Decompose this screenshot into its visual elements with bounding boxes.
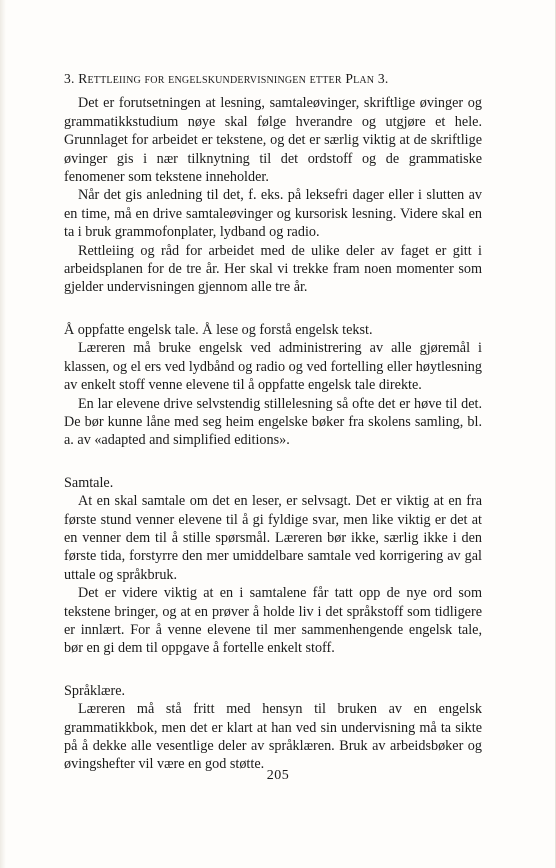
intro-paragraph: Rettleiing og råd for arbeidet med de ulike deler av faget er gitt i arbeidsplanen for de tre år. Her skal vi trekke fram noen momenter som gjelder undervisningen gjennom alle tre år.: [64, 242, 482, 296]
section-title-grammar: Språklære.: [64, 682, 126, 699]
section-title-conversation: Samtale.: [64, 474, 114, 491]
section-paragraph: En lar elevene drive selvstendig stillelesning så ofte det er høve til det. De bør kunne låne med seg heim engelske bøker fra skolens samling, bl. a. av «adapted and simplified editions».: [64, 395, 482, 449]
page-body: [64, 70, 482, 774]
chapter-number: 3.: [64, 71, 75, 86]
section-title-listening-reading: Å oppfatte engelsk tale. Å lese og forstå engelsk tekst.: [64, 321, 373, 338]
intro-paragraph: Når det gis anledning til det, f. eks. på leksefri dager eller i slutten av en time, må en drive samtaleøvinger og kursorisk lesning. Videre skal en ta i bruk grammofonplater, lydband og radio.: [64, 187, 482, 241]
chapter-heading: [64, 70, 482, 88]
section-paragraph: Læreren må stå fritt med hensyn til bruken av en engelsk grammatikkbok, men det er klart at han ved sin undervisning må ta sikte på å dekke alle vesentlige deler av språklæren. Bruk av arbeidsbøker og øvingshefter vil være en god støtte.: [64, 701, 482, 773]
section-paragraph: At en skal samtale om det en leser, er selvsagt. Det er viktig at en fra første stund venner elevene til å gi fyldige svar, men like viktig er det at en venner dem til å stille spørsmål. Læreren bør ikke, særlig ikke i den første tida, forstyrre den mer umiddelbare samtale ved korrigering av gal uttale og språkbruk.: [64, 493, 482, 583]
page-number: 205: [266, 768, 290, 783]
section-paragraph: Det er videre viktig at en i samtalene får tatt opp de nye ord som tekstene bringer, og at en prøver å holde liv i det språkstoff som tidligere er innlært. For å venne elevene til mer sammenhengende engelsk tale, bør en gi dem til oppgave å fortelle enkelt stoff.: [64, 585, 482, 657]
intro-paragraph: Det er forutsetningen at lesning, samtaleøvinger, skriftlige øvinger og grammatikkstudium nøye skal følge hverandre og utgjøre et hele. Grunnlaget for arbeidet er tekstene, og det er særlig viktig at de skriftlige øvinger gis i nær tilknytning til det ordstoff og de grammatiske fenomener som tekstene inneholder.: [64, 95, 482, 186]
scan-shadow: [0, 0, 6, 868]
section-paragraph: Læreren må bruke engelsk ved administrering av alle gjøremål i klassen, og el ers ved lydbånd og radio og ved fortelling eller høytlesning av enkelt stoff venne elevene til å oppfatte engelsk tale direkte.: [64, 340, 482, 394]
chapter-title: Rettleiing for engelskundervisningen etter Plan 3.: [78, 71, 389, 86]
